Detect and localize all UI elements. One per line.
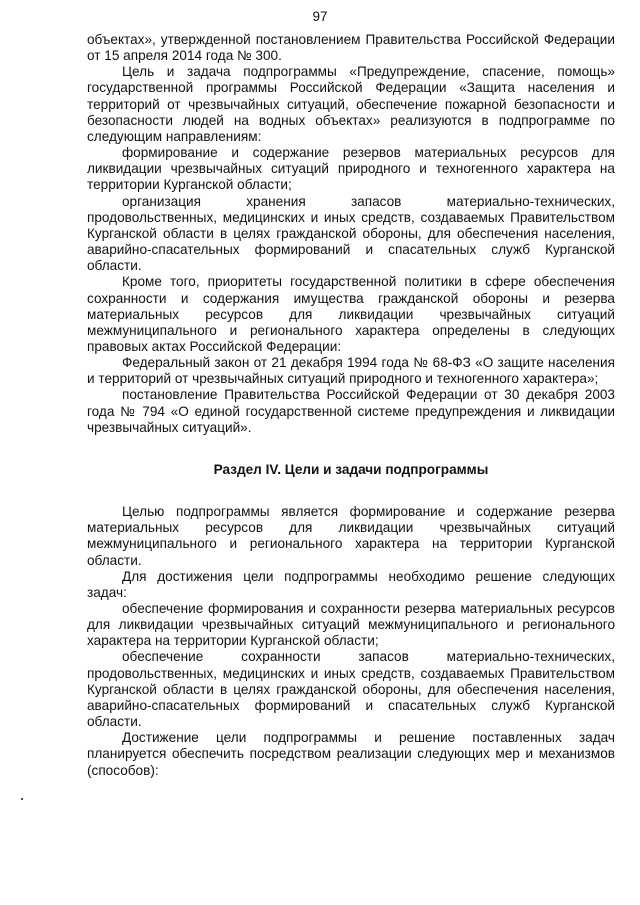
list-item-direction-1: формирование и содержание резервов материальных ресурсов для ликвидации чрезвычайных ситуаций природного и техногенного характера на территории Курганской области; (87, 145, 615, 193)
section-heading: Раздел IV. Цели и задачи подпрограммы (213, 461, 489, 477)
list-item-task-2: обеспечение сохранности запасов материально-технических, продовольственных, медицинских и иных средств, создаваемых Правительством Курганской области в целях гражданской обороны, для обеспечения населения, аварийно-спасательных формирований и спасательных служб Курганской области. (87, 649, 615, 730)
paragraph-continuation: объектах», утвержденной постановлением Правительства Российской Федерации от 15 апреля 2014 года № 300. (87, 32, 615, 64)
list-item-direction-2: организация хранения запасов материально-технических, продовольственных, медицинских и иных средств, создаваемых Правительством Курганской области в целях гражданской обороны, для обеспечения населения, аварийно-спасательных формирований и спасательных служб Курганской области. (87, 193, 615, 274)
page-number: 97 (312, 9, 328, 24)
list-item-task-1: обеспечение формирования и сохранности резерва материальных ресурсов для ликвидации чрезвычайных ситуаций межмуниципального и регионального характера на территории Курганской области; (87, 601, 615, 649)
paragraph-measures: Достижение цели подпрограммы и решение поставленных задач планируется обеспечить посредством реализации следующих мер и механизмов (способов): (87, 730, 615, 778)
paragraph-goal: Целью подпрограммы является формирование и содержание резерва материальных ресурсов для ликвидации чрезвычайных ситуаций межмуниципального и регионального характера на территории Курганской области. (87, 504, 615, 568)
list-item-resolution: постановление Правительства Российской Федерации от 30 декабря 2003 года № 794 «О единой государственной системе предупреждения и ликвидации чрезвычайных ситуаций». (87, 387, 615, 435)
document-body (87, 32, 615, 779)
list-item-law: Федеральный закон от 21 декабря 1994 года № 68-ФЗ «О защите населения и территорий от чрезвычайных ситуаций природного и техногенного характера»; (87, 355, 615, 387)
paragraph-goal-intro: Цель и задача подпрограммы «Предупреждение, спасение, помощь» государственной программы Российской Федерации «Защита населения и территорий от чрезвычайных ситуаций, обеспечение пожарной безопасности и безопасности людей на водных объектах» реализуются в подпрограмме по следующим направлениям: (87, 64, 615, 144)
paragraph-tasks-intro: Для достижения цели подпрограммы необходимо решение следующих задач: (87, 568, 615, 600)
scan-speck (21, 798, 23, 800)
paragraph-priorities: Кроме того, приоритеты государственной политики в сфере обеспечения сохранности и содержания имущества гражданской обороны и резерва материальных ресурсов для ликвидации чрезвычайных ситуаций межмуниципального и регионального характера определены в следующих правовых актах Российской Федерации: (87, 274, 615, 354)
